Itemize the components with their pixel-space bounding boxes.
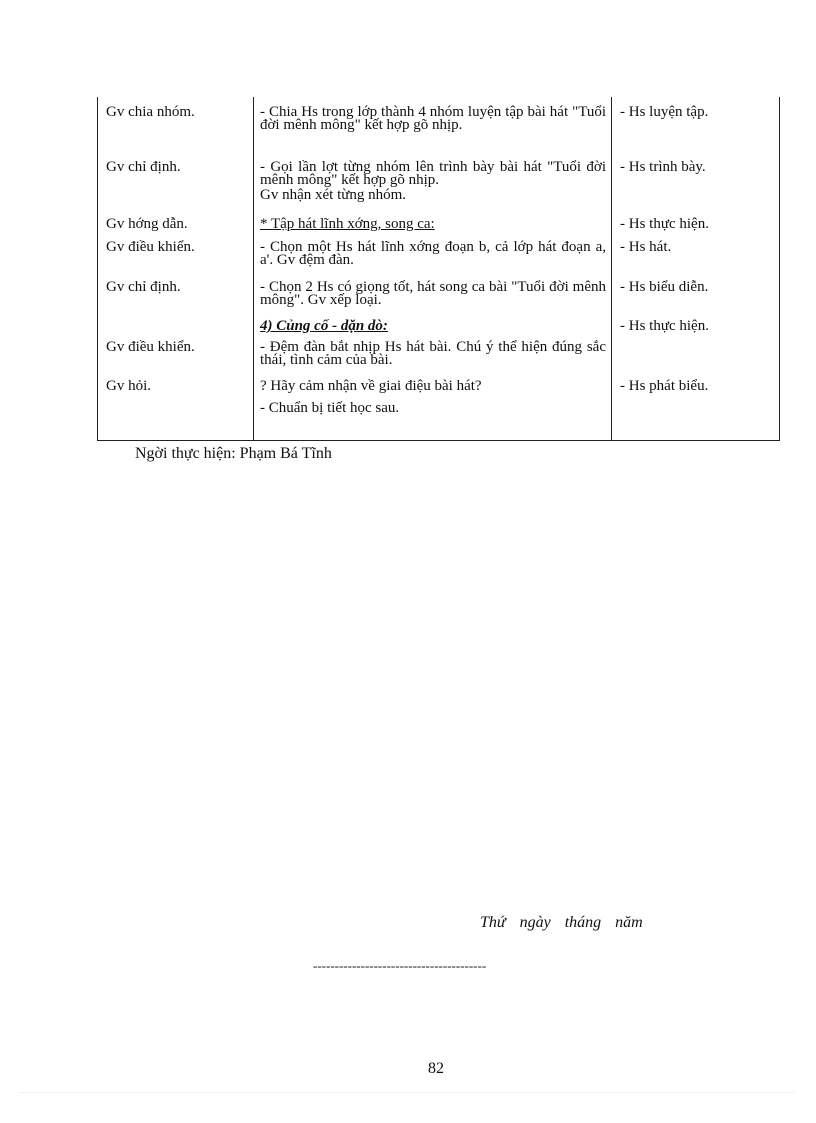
student-cell: - Hs thực hiện. [620,216,709,232]
teacher-cell: Gv chỉ định. [106,159,181,175]
teacher-cell: Gv điều khiển. [106,339,195,355]
column-divider [253,97,254,440]
signature-separator: ---------------------------------------- [313,958,487,973]
teacher-cell: Gv hỏi. [106,378,151,394]
activity-cell-note: Gv nhận xét từng nhóm. [260,187,407,203]
student-cell: - Hs phát biểu. [620,378,709,394]
activity-cell: - Chọn một Hs hát lĩnh xớng đoạn b, cả lớp hát đoạn a, a'. Gv đệm đàn. [260,239,606,268]
lesson-table [97,97,780,441]
section-heading: 4) Củng cố - dặn dò: [260,318,388,334]
student-cell: - Hs trình bày. [620,159,706,175]
student-cell: - Hs biểu diễn. [620,279,709,295]
activity-cell: - Đệm đàn bắt nhịp Hs hát bài. Chú ý thể hiện đúng sắc thái, tình cảm của bài. [260,339,606,368]
page-bottom-rule [20,1092,796,1093]
date-line: Thứ ngày tháng năm [480,914,643,931]
student-cell: - Hs luyện tập. [620,104,709,120]
teacher-cell: Gv hớng dẫn. [106,216,188,232]
page-number: 82 [428,1060,444,1077]
teacher-cell: Gv chỉ định. [106,279,181,295]
column-divider [611,97,612,440]
teacher-cell: Gv chia nhóm. [106,104,195,120]
teacher-cell: Gv điều khiển. [106,239,195,255]
author-line: Ngời thực hiện: Phạm Bá Tĩnh [135,445,332,462]
activity-cell: - Gọi lần lợt từng nhóm lên trình bày bài hát "Tuổi đời mênh mông" kết hợp gõ nhịp. [260,159,606,188]
activity-cell: - Chia Hs trong lớp thành 4 nhóm luyện tập bài hát "Tuổi đời mênh mông" kết hợp gõ nhịp. [260,104,606,133]
student-cell: - Hs thực hiện. [620,318,709,334]
activity-cell: ? Hãy cảm nhận về giai điệu bài hát? [260,378,482,394]
section-heading: * Tập hát lĩnh xớng, song ca: [260,216,435,232]
activity-cell: - Chọn 2 Hs có giọng tốt, hát song ca bài "Tuổi đời mênh mông". Gv xếp loại. [260,279,606,308]
activity-cell: - Chuẩn bị tiết học sau. [260,400,400,416]
student-cell: - Hs hát. [620,239,672,255]
